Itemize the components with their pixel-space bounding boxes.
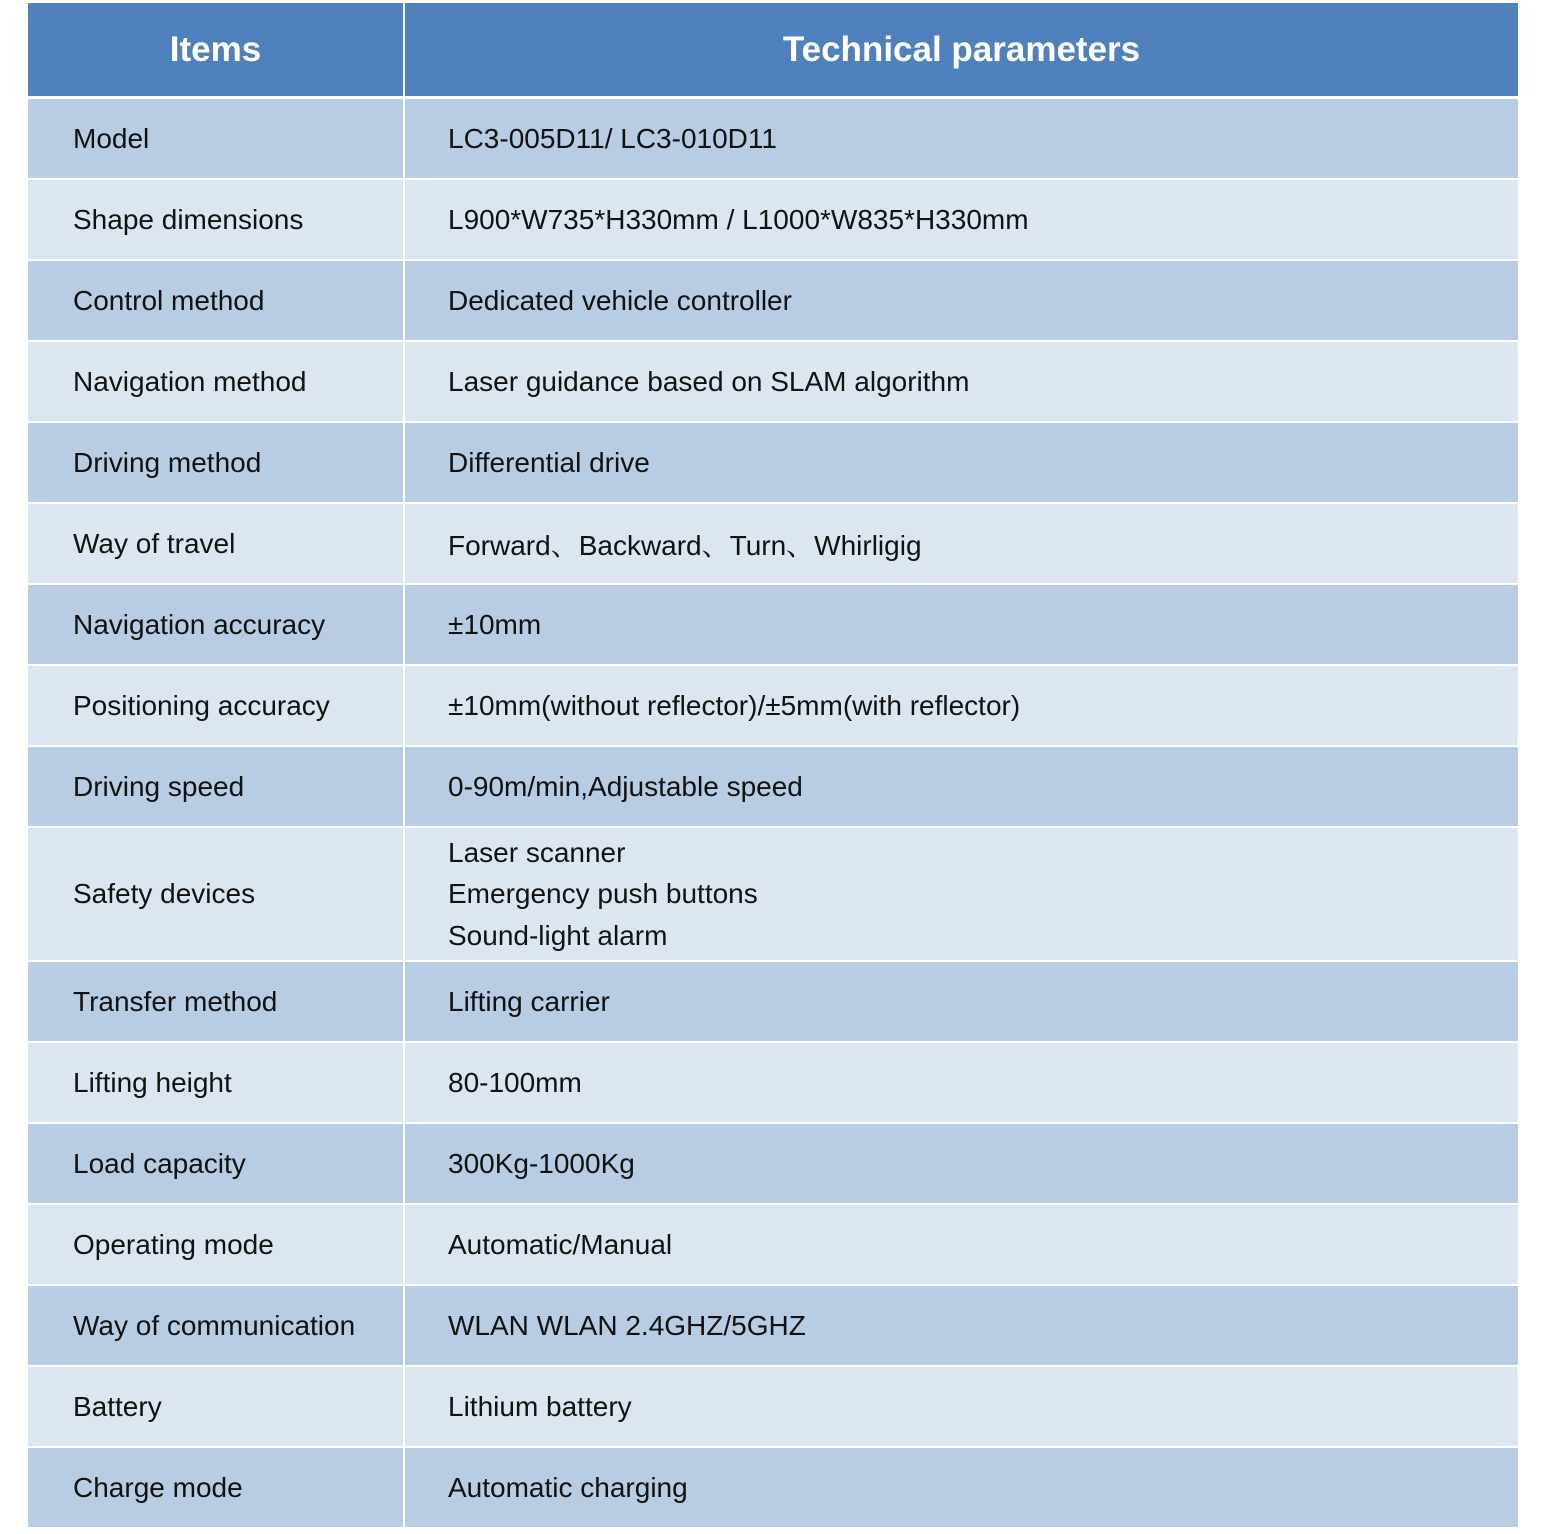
item-cell: Transfer method: [28, 961, 404, 1042]
value-cell: Differential drive: [404, 422, 1518, 503]
item-cell: Positioning accuracy: [28, 665, 404, 746]
item-cell: Navigation accuracy: [28, 584, 404, 665]
table-row: [28, 98, 1518, 180]
table-header-row: [28, 3, 1518, 98]
table-row: [28, 503, 1518, 584]
value-cell: Laser guidance based on SLAM algorithm: [404, 341, 1518, 422]
value-cell: ±10mm(without reflector)/±5mm(with reflector): [404, 665, 1518, 746]
value-cell: L900*W735*H330mm / L1000*W835*H330mm: [404, 179, 1518, 260]
value-cell: 80-100mm: [404, 1042, 1518, 1123]
technical-parameters-table: [28, 3, 1518, 1527]
item-cell: Way of communication: [28, 1285, 404, 1366]
value-cell: 0-90m/min,Adjustable speed: [404, 746, 1518, 827]
value-cell: Dedicated vehicle controller: [404, 260, 1518, 341]
params-column-header: Technical parameters: [404, 3, 1518, 98]
item-cell: Safety devices: [28, 827, 404, 961]
table-row: [28, 1123, 1518, 1204]
item-cell: Shape dimensions: [28, 179, 404, 260]
table-row: [28, 961, 1518, 1042]
value-cell: Automatic charging: [404, 1447, 1518, 1527]
item-cell: Driving speed: [28, 746, 404, 827]
item-cell: Control method: [28, 260, 404, 341]
table-row: [28, 1042, 1518, 1123]
safety-device-line: Sound-light alarm: [448, 919, 668, 951]
item-cell: Lifting height: [28, 1042, 404, 1123]
table-row: [28, 179, 1518, 260]
value-cell: 300Kg-1000Kg: [404, 1123, 1518, 1204]
table-row: [28, 1204, 1518, 1285]
value-cell: LC3-005D11/ LC3-010D11: [404, 98, 1518, 180]
value-cell-multiline: [404, 827, 1518, 961]
value-cell: Automatic/Manual: [404, 1204, 1518, 1285]
value-cell: Lithium battery: [404, 1366, 1518, 1447]
table-row: [28, 665, 1518, 746]
table-row: [28, 341, 1518, 422]
table-row: [28, 746, 1518, 827]
value-cell: ±10mm: [404, 584, 1518, 665]
table-row: [28, 827, 1518, 961]
table-row: [28, 1447, 1518, 1527]
table-row: [28, 1285, 1518, 1366]
item-cell: Model: [28, 98, 404, 180]
table-row: [28, 1366, 1518, 1447]
table-row: [28, 260, 1518, 341]
item-cell: Navigation method: [28, 341, 404, 422]
item-cell: Driving method: [28, 422, 404, 503]
table-row: [28, 584, 1518, 665]
item-cell: Operating mode: [28, 1204, 404, 1285]
safety-device-line: Laser scanner: [448, 836, 626, 868]
value-cell: Lifting carrier: [404, 961, 1518, 1042]
item-cell: Way of travel: [28, 503, 404, 584]
value-cell: WLAN WLAN 2.4GHZ/5GHZ: [404, 1285, 1518, 1366]
item-cell: Battery: [28, 1366, 404, 1447]
item-cell: Load capacity: [28, 1123, 404, 1204]
items-column-header: Items: [28, 3, 404, 98]
value-cell: Forward、Backward、Turn、Whirligig: [404, 503, 1518, 584]
item-cell: Charge mode: [28, 1447, 404, 1527]
safety-device-line: Emergency push buttons: [448, 878, 758, 910]
table-row: [28, 422, 1518, 503]
